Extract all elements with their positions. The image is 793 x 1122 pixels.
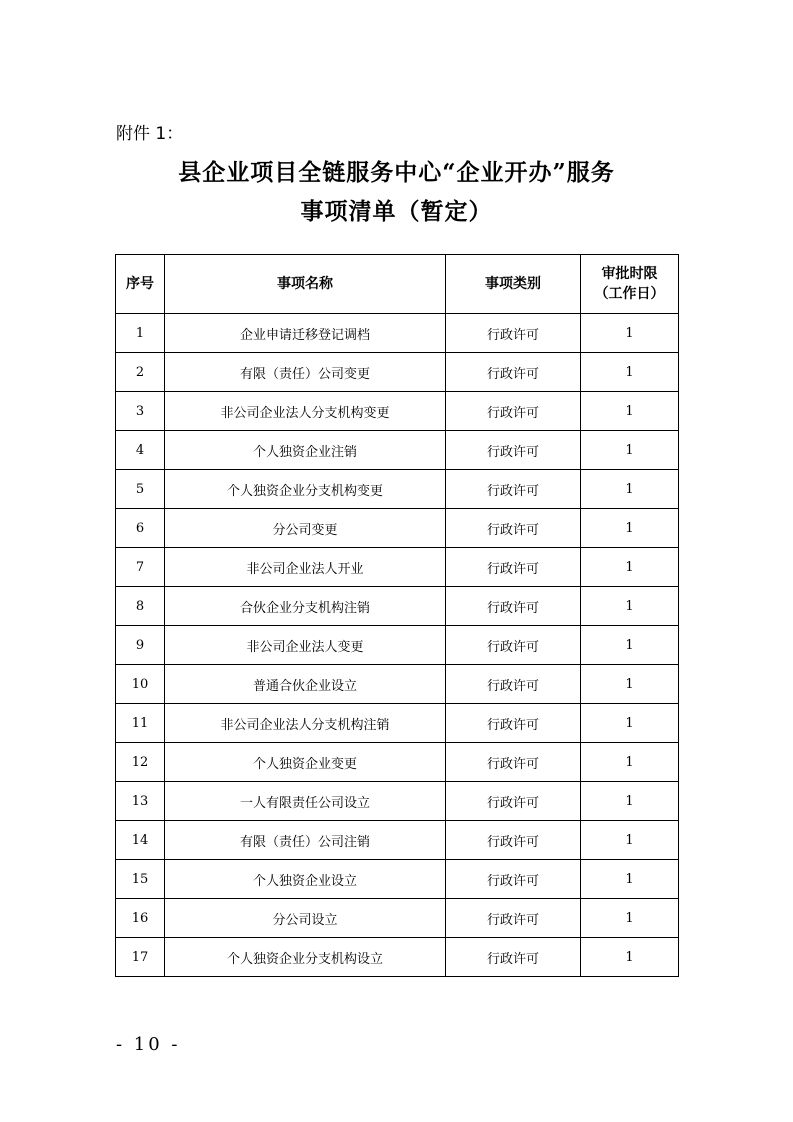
cell-time-limit: 1	[581, 509, 679, 548]
header-item-name: 事项名称	[165, 255, 446, 314]
cell-item-name: 非公司企业法人分支机构注销	[165, 704, 446, 743]
cell-item-name: 分公司变更	[165, 509, 446, 548]
table-row	[116, 782, 679, 821]
header-item-category: 事项类别	[446, 255, 581, 314]
cell-item-category: 行政许可	[446, 821, 581, 860]
table-row	[116, 353, 679, 392]
cell-seq: 13	[116, 782, 165, 821]
table-row	[116, 392, 679, 431]
cell-seq: 6	[116, 509, 165, 548]
cell-time-limit: 1	[581, 626, 679, 665]
cell-seq: 2	[116, 353, 165, 392]
cell-time-limit: 1	[581, 548, 679, 587]
header-seq: 序号	[116, 255, 165, 314]
cell-item-category: 行政许可	[446, 704, 581, 743]
cell-time-limit: 1	[581, 353, 679, 392]
table-row	[116, 743, 679, 782]
document-title-line2: 事项清单（暂定）	[300, 198, 493, 225]
cell-seq: 12	[116, 743, 165, 782]
cell-seq: 11	[116, 704, 165, 743]
table-row	[116, 665, 679, 704]
table-row	[116, 899, 679, 938]
table-header-row	[116, 255, 679, 314]
header-time-limit-line2: （工作日）	[594, 286, 665, 302]
items-table	[115, 254, 679, 977]
table-row	[116, 587, 679, 626]
cell-seq: 8	[116, 587, 165, 626]
cell-item-category: 行政许可	[446, 392, 581, 431]
cell-time-limit: 1	[581, 470, 679, 509]
cell-item-category: 行政许可	[446, 587, 581, 626]
document-title-line1: 县企业项目全链服务中心“企业开办”服务	[178, 159, 615, 186]
page-number: - 10 -	[116, 1034, 181, 1055]
cell-item-category: 行政许可	[446, 470, 581, 509]
cell-time-limit: 1	[581, 860, 679, 899]
cell-time-limit: 1	[581, 587, 679, 626]
cell-time-limit: 1	[581, 743, 679, 782]
table-row	[116, 704, 679, 743]
cell-item-name: 个人独资企业分支机构变更	[165, 470, 446, 509]
cell-seq: 7	[116, 548, 165, 587]
cell-item-name: 企业申请迁移登记调档	[165, 314, 446, 353]
cell-time-limit: 1	[581, 782, 679, 821]
cell-seq: 14	[116, 821, 165, 860]
cell-item-name: 合伙企业分支机构注销	[165, 587, 446, 626]
cell-seq: 1	[116, 314, 165, 353]
table-row	[116, 548, 679, 587]
cell-seq: 17	[116, 938, 165, 977]
cell-item-name: 非公司企业法人分支机构变更	[165, 392, 446, 431]
cell-item-category: 行政许可	[446, 860, 581, 899]
cell-seq: 9	[116, 626, 165, 665]
cell-time-limit: 1	[581, 704, 679, 743]
cell-time-limit: 1	[581, 314, 679, 353]
cell-item-name: 一人有限责任公司设立	[165, 782, 446, 821]
cell-item-name: 分公司设立	[165, 899, 446, 938]
cell-item-category: 行政许可	[446, 938, 581, 977]
cell-time-limit: 1	[581, 821, 679, 860]
table-row	[116, 821, 679, 860]
cell-seq: 5	[116, 470, 165, 509]
table-row	[116, 314, 679, 353]
cell-item-name: 非公司企业法人开业	[165, 548, 446, 587]
cell-item-name: 个人独资企业设立	[165, 860, 446, 899]
table-row	[116, 509, 679, 548]
table-row	[116, 431, 679, 470]
table-body	[116, 314, 679, 977]
cell-item-name: 有限（责任）公司注销	[165, 821, 446, 860]
cell-item-name: 普通合伙企业设立	[165, 665, 446, 704]
table-row	[116, 860, 679, 899]
cell-seq: 3	[116, 392, 165, 431]
cell-item-category: 行政许可	[446, 509, 581, 548]
cell-item-name: 非公司企业法人变更	[165, 626, 446, 665]
cell-item-name: 个人独资企业分支机构设立	[165, 938, 446, 977]
cell-item-name: 个人独资企业变更	[165, 743, 446, 782]
cell-time-limit: 1	[581, 938, 679, 977]
cell-time-limit: 1	[581, 899, 679, 938]
cell-item-category: 行政许可	[446, 431, 581, 470]
header-time-limit	[581, 255, 679, 314]
cell-item-category: 行政许可	[446, 626, 581, 665]
cell-item-category: 行政许可	[446, 548, 581, 587]
cell-seq: 16	[116, 899, 165, 938]
annex-label: 附件 1：	[116, 124, 184, 144]
cell-item-category: 行政许可	[446, 314, 581, 353]
cell-item-name: 有限（责任）公司变更	[165, 353, 446, 392]
cell-item-category: 行政许可	[446, 353, 581, 392]
cell-time-limit: 1	[581, 431, 679, 470]
table-row	[116, 470, 679, 509]
cell-time-limit: 1	[581, 392, 679, 431]
cell-seq: 10	[116, 665, 165, 704]
cell-item-name: 个人独资企业注销	[165, 431, 446, 470]
cell-item-category: 行政许可	[446, 743, 581, 782]
cell-seq: 4	[116, 431, 165, 470]
cell-item-category: 行政许可	[446, 782, 581, 821]
cell-seq: 15	[116, 860, 165, 899]
table-row	[116, 938, 679, 977]
cell-time-limit: 1	[581, 665, 679, 704]
cell-item-category: 行政许可	[446, 665, 581, 704]
header-time-limit-line1: 审批时限	[601, 266, 658, 282]
cell-item-category: 行政许可	[446, 899, 581, 938]
table-row	[116, 626, 679, 665]
